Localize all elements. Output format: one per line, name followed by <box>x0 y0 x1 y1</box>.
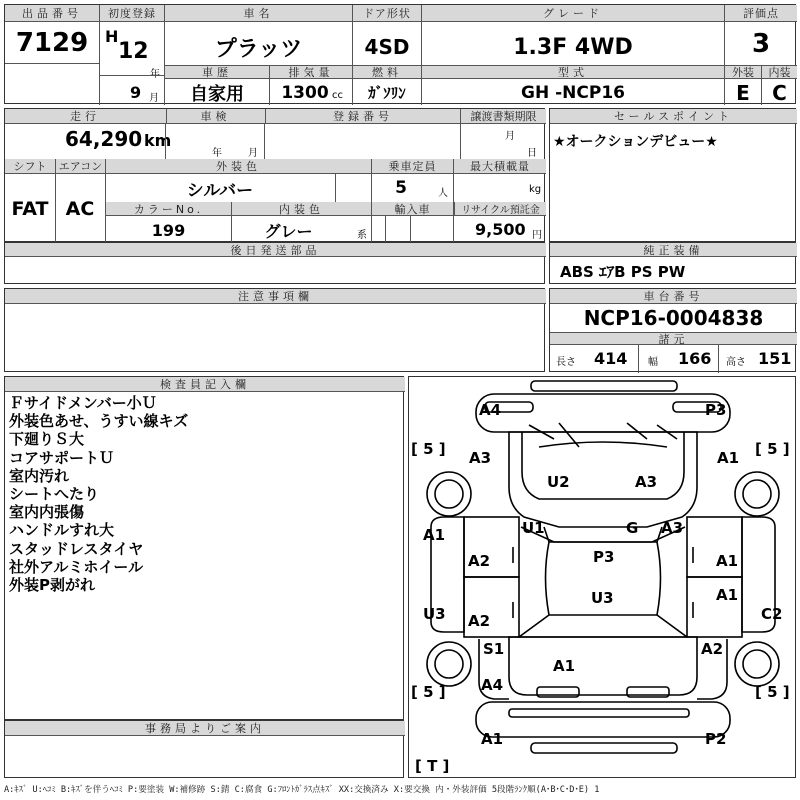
mark-a3-hood: A3 <box>635 473 658 491</box>
inspector-line: 外装色あせ、うすい線キズ <box>9 412 189 431</box>
later-parts-label: 後日発送部品 <box>5 243 546 257</box>
fuel-label: 燃料 <box>353 65 421 79</box>
intcolor-unit: 系 <box>357 230 367 241</box>
inspector-line: 社外アルミホイール <box>9 557 144 576</box>
recycle-label: リサイクル預託金 <box>454 202 546 216</box>
mark-p3-top: P3 <box>705 401 727 419</box>
mark-a4-bottom: A4 <box>481 676 504 694</box>
ext-label: 外装 <box>725 65 761 79</box>
inspector-line: 室内内張傷 <box>9 503 85 522</box>
inspector-label: 検査員記入欄 <box>5 377 405 392</box>
mark-c2: C2 <box>761 605 783 623</box>
mark-a1-right-rear-door: A1 <box>716 586 739 604</box>
mark-u2: U2 <box>547 473 570 491</box>
tire-spare: [ T ] <box>415 757 450 775</box>
mark-u1: U1 <box>522 519 545 537</box>
inspector-lines <box>9 394 188 594</box>
notes-block <box>4 288 545 372</box>
shift-label: シフト <box>5 159 55 174</box>
mark-a3-right: A3 <box>661 519 684 537</box>
office-block <box>4 720 404 778</box>
chassis-number: NCP16-0004838 <box>583 306 764 330</box>
width: 166 <box>678 349 712 368</box>
load-unit: kg <box>529 184 542 195</box>
mark-u3-left: U3 <box>423 605 446 623</box>
import-label: 輸入車 <box>372 202 453 216</box>
mark-s1: S1 <box>483 640 505 658</box>
inspector-line: 外装P剥がれ <box>9 576 95 595</box>
lot-number: 7129 <box>15 27 89 58</box>
door-label: ドア形状 <box>353 5 421 22</box>
capacity-label: 乗車定員 <box>371 159 453 174</box>
inspect-month-unit: 月 <box>248 148 258 159</box>
inspector-line: シートへたり <box>9 485 100 504</box>
mark-a1-right-front-door: A1 <box>716 552 739 570</box>
car-label: 車名 <box>165 5 352 22</box>
later-parts-block <box>4 242 545 284</box>
lot-label: 出品番号 <box>5 5 99 22</box>
mark-a2-rear-right: A2 <box>701 640 724 658</box>
intcolor-label: 内装色 <box>231 202 371 216</box>
mark-g: G <box>626 519 639 537</box>
deadline-month-unit: 月 <box>505 131 515 142</box>
int-label: 内装 <box>762 65 797 79</box>
mark-p2-bottom: P2 <box>705 730 727 748</box>
mileage-label: 走行 <box>5 109 165 124</box>
history: 自家用 <box>190 83 244 105</box>
interior-color: グレー <box>264 221 313 241</box>
mark-a1-left: A1 <box>423 526 446 544</box>
inspect-label: 車検 <box>166 109 264 124</box>
header-block <box>4 4 796 104</box>
inspector-line: スタッドレスタイヤ <box>9 539 144 558</box>
length-label: 長さ <box>556 357 576 368</box>
sales-point-block <box>549 108 796 242</box>
exterior-color: シルバー <box>186 180 254 201</box>
office-label: 事務局よりご案内 <box>5 721 405 736</box>
mark-a1-front-right: A1 <box>717 449 740 467</box>
sales-point-text: ★オークションデビュー★ <box>553 134 718 150</box>
tire-front-right: [ 5 ] <box>755 440 790 458</box>
model: GH -NCP16 <box>521 82 625 103</box>
inspector-block <box>4 376 404 720</box>
mileage-unit: km <box>144 131 172 150</box>
load-label: 最大積載量 <box>453 159 546 174</box>
mark-a4-top: A4 <box>479 401 502 419</box>
mark-a2-rear-door: A2 <box>468 612 491 630</box>
notes-label: 注意事項欄 <box>5 289 546 304</box>
sales-point-label: セールスポイント <box>550 109 797 124</box>
color-number: 199 <box>151 220 186 240</box>
chassis-label: 車台番号 <box>550 289 797 304</box>
disp-label: 排気量 <box>270 65 352 79</box>
year-unit: 年 <box>150 69 160 80</box>
inspector-line: ハンドルすれ大 <box>9 521 115 540</box>
capacity: 5 <box>395 178 407 198</box>
color-label: 外装色 <box>105 159 371 174</box>
car-outline <box>409 377 797 779</box>
width-label: 幅 <box>648 357 658 368</box>
inspector-line: コアサポートＵ <box>9 448 115 467</box>
height-label: 高さ <box>726 357 746 368</box>
score: 3 <box>751 28 771 59</box>
reg-month: 9 <box>130 83 142 102</box>
inspect-year-unit: 年 <box>212 148 222 159</box>
deadline-day-unit: 日 <box>527 148 537 159</box>
tire-rear-right: [ 5 ] <box>755 683 790 701</box>
details-block <box>4 108 545 242</box>
equipment: ABS ｴｱB PS PW <box>560 263 686 281</box>
mark-a3-front-left: A3 <box>469 449 492 467</box>
capacity-unit: 人 <box>438 188 448 199</box>
reg-year: 12 <box>118 39 149 64</box>
tire-rear-left: [ 5 ] <box>411 683 446 701</box>
recycle-unit: 円 <box>532 230 542 241</box>
length: 414 <box>594 349 628 368</box>
inspector-line: 下廻りＳ大 <box>9 430 85 449</box>
legend: A:ｷｽﾞ U:ﾍｺﾐ B:ｷｽﾞを伴うﾍｺﾐ P:要塗装 W:補修跡 S:錆 C:腐食 G:ﾌﾛﾝﾄｶﾞﾗｽ点ｷｽﾞ XX:交換済み X:要交換 内・外装評価 5段階ﾗﾝｸ順(A･B･C･D･E) 1 <box>4 785 600 795</box>
damage-diagram <box>408 376 796 778</box>
era: H <box>105 27 119 46</box>
fuel: ｶﾞｿﾘﾝ <box>368 84 406 102</box>
grade-label: グレード <box>422 5 724 22</box>
month-unit: 月 <box>149 93 159 104</box>
history-label: 車歴 <box>165 65 269 79</box>
recycle-fee: 9,500 <box>475 220 526 239</box>
mark-a1-bottom: A1 <box>481 730 504 748</box>
colorno-label: カラーNo. <box>106 202 231 216</box>
deadline-label: 譲渡書類期限 <box>460 109 546 124</box>
mark-a1-trunk: A1 <box>553 657 576 675</box>
mark-p3-roof: P3 <box>593 548 615 566</box>
shift: FAT <box>11 197 49 220</box>
reg-label: 初度登録 <box>100 5 164 22</box>
ac-label: エアコン <box>55 159 105 174</box>
height: 151 <box>758 349 792 368</box>
door-type: 4SD <box>364 35 410 59</box>
score-label: 評価点 <box>725 5 797 22</box>
mark-a2-front-door: A2 <box>468 552 491 570</box>
int-grade: C <box>772 80 787 105</box>
mileage: 64,290 <box>65 127 143 151</box>
disp-unit: cc <box>332 90 343 101</box>
model-label: 型式 <box>422 65 724 79</box>
regno-label: 登録番号 <box>265 109 460 124</box>
ext-grade: E <box>736 80 750 105</box>
equipment-label: 純正装備 <box>550 243 797 257</box>
chassis-block <box>549 288 796 372</box>
inspector-line: Ｆサイドメンバー小Ｕ <box>9 394 157 412</box>
displacement: 1300 <box>281 82 329 103</box>
dims-label: 諸元 <box>550 332 797 345</box>
car-name: プラッツ <box>214 36 303 62</box>
inspector-line: 室内汚れ <box>9 466 70 485</box>
tire-front-left: [ 5 ] <box>411 440 446 458</box>
grade: 1.3F 4WD <box>513 34 633 60</box>
equipment-block <box>549 242 796 284</box>
mark-u3-roof: U3 <box>591 589 614 607</box>
ac: AC <box>65 197 95 220</box>
